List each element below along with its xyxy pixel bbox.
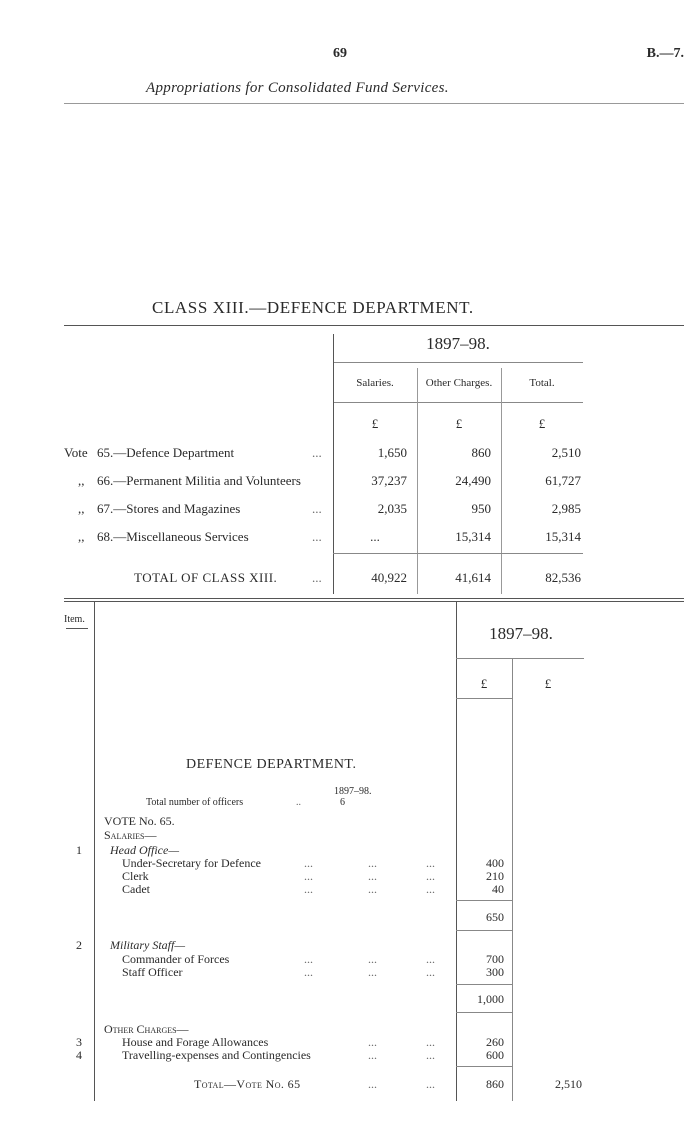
item-header-underline xyxy=(66,628,88,629)
running-title: Appropriations for Consolidated Fund Services. xyxy=(146,80,449,96)
currency-rule xyxy=(456,698,512,699)
column-header-rule xyxy=(333,402,583,403)
military-end-rule xyxy=(456,1012,512,1013)
year-rule xyxy=(333,362,583,363)
page-code: B.—7. xyxy=(646,46,684,61)
col-other-charges: Other Charges. xyxy=(425,377,493,389)
detail-top-rule-1 xyxy=(64,598,684,599)
detail-year-rule xyxy=(456,658,584,659)
summary-title: CLASS XIII.—DEFENCE DEPARTMENT. xyxy=(152,298,474,317)
head-office-subtotal-rule xyxy=(456,900,512,901)
department-heading: DEFENCE DEPARTMENT. xyxy=(186,757,357,772)
item-2: 2 xyxy=(76,938,82,952)
military-subtotal: 1,000 xyxy=(477,992,504,1006)
header-rule xyxy=(64,103,684,104)
officers-year: 1897–98. xyxy=(334,786,372,797)
currency-total: £ xyxy=(538,416,546,431)
col-salaries: Salaries. xyxy=(356,377,394,389)
summary-top-rule xyxy=(64,325,684,326)
head-office-end-rule xyxy=(456,930,512,931)
officers-count: 6 xyxy=(340,797,345,808)
vote-heading: VOTE No. 65. xyxy=(104,814,175,828)
page-number: 69 xyxy=(333,46,347,61)
detail-currency-1: £ xyxy=(480,676,488,691)
other-charges-rule xyxy=(456,1066,512,1067)
head-office-heading: Head Office— xyxy=(110,843,179,857)
head-office-subtotal: 650 xyxy=(486,910,504,924)
detail-currency-2: £ xyxy=(544,676,552,691)
currency-salaries: £ xyxy=(371,416,379,431)
currency-other: £ xyxy=(455,416,463,431)
item-1: 1 xyxy=(76,843,82,857)
military-subtotal-rule xyxy=(456,984,512,985)
detail-year: 1897–98. xyxy=(489,624,553,643)
salaries-heading: Salaries— xyxy=(104,828,157,842)
other-charges-heading: Other Charges— xyxy=(104,1022,189,1036)
item-header: Item. xyxy=(64,614,85,625)
col-total: Total. xyxy=(529,377,555,389)
summary-col-rule-1 xyxy=(333,334,334,594)
inner-amount-rule xyxy=(512,658,513,1101)
detail-top-rule-2 xyxy=(64,601,684,602)
officers-label: Total number of officers xyxy=(146,797,244,808)
summary-total-rule xyxy=(333,553,583,554)
item-column-rule xyxy=(94,601,95,1101)
summary-year: 1897–98. xyxy=(426,334,490,353)
military-staff-heading: Military Staff— xyxy=(110,938,185,952)
